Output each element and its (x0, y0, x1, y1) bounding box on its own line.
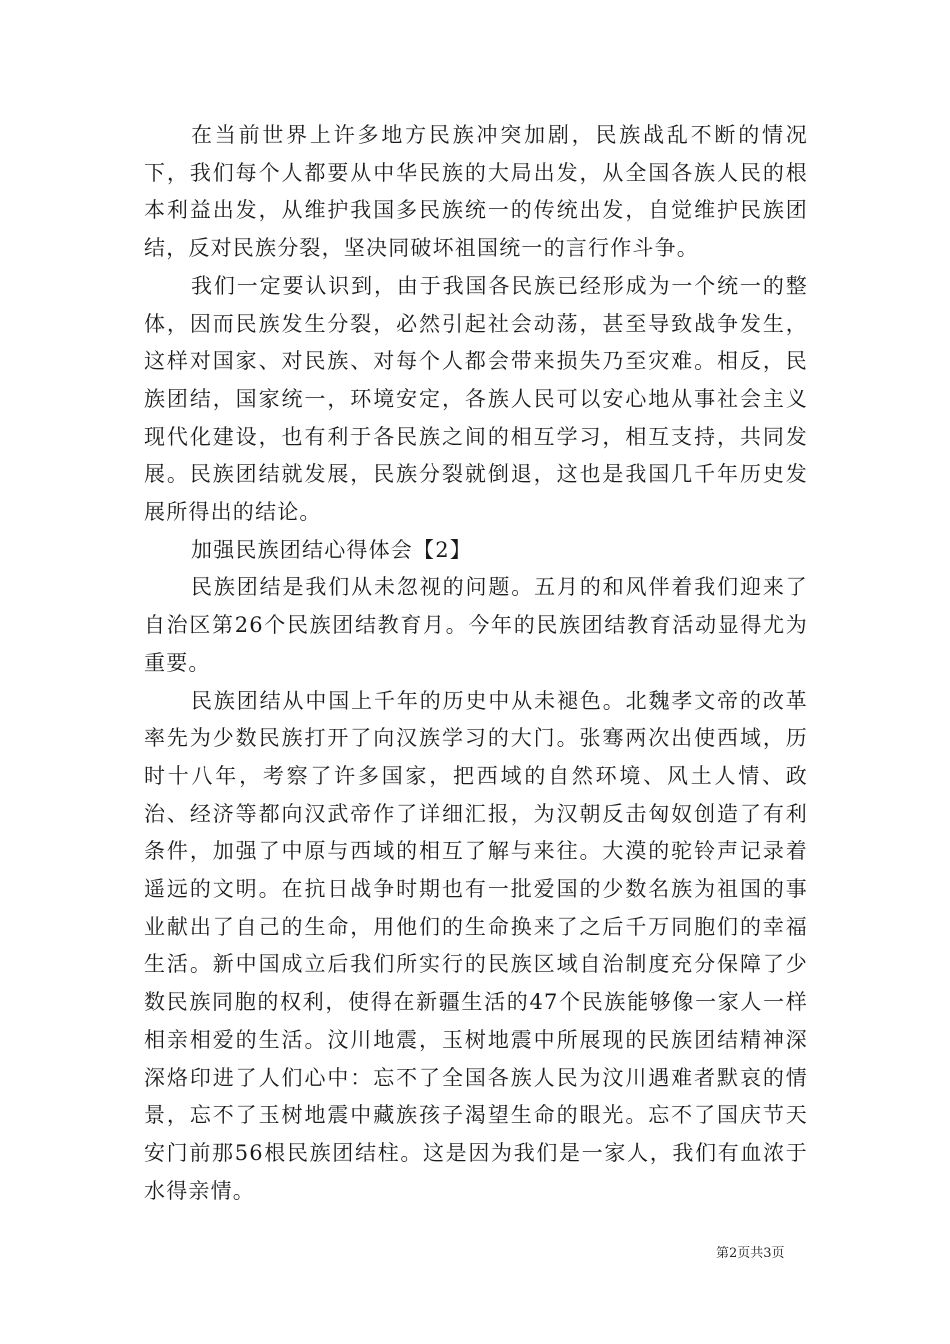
document-body (144, 117, 808, 1210)
paragraph-2: 我们一定要认识到，由于我国各民族已经形成为一个统一的整体，因而民族发生分裂，必然引起社会动荡，甚至导致战争发生，这样对国家、对民族、对每个人都会带来损失乃至灾难。相反，民族团结，国家统一，环境安定，各族人民可以安心地从事社会主义现代化建设，也有利于各民族之间的相互学习，相互支持，共同发展。民族团结就发展，民族分裂就倒退，这也是我国几千年历史发展所得出的结论。 (144, 273, 808, 525)
section-heading: 加强民族团结心得体会【2】 (191, 537, 472, 562)
paragraph-3: 民族团结是我们从未忽视的问题。五月的和风伴着我们迎来了自治区第26个民族团结教育月。今年的民族团结教育活动显得尤为重要。 (144, 575, 808, 675)
paragraph-4: 民族团结从中国上千年的历史中从未褪色。北魏孝文帝的改革率先为少数民族打开了向汉族学习的大门。张骞两次出使西域，历时十八年，考察了许多国家，把西域的自然环境、风土人情、政治、经济等都向汉武帝作了详细汇报，为汉朝反击匈奴创造了有利条件，加强了中原与西域的相互了解与来往。大漠的驼铃声记录着遥远的文明。在抗日战争时期也有一批爱国的少数名族为祖国的事业献出了自己的生命，用他们的生命换来了之后千万同胞们的幸福生活。新中国成立后我们所实行的民族区域自治制度充分保障了少数民族同胞的权利，使得在新疆生活的47个民族能够像一家人一样相亲相爱的生活。汶川地震，玉树地震中所展现的民族团结精神深深烙印进了人们心中：忘不了全国各族人民为汶川遇难者默哀的情景，忘不了玉树地震中藏族孩子渴望生命的眼光。忘不了国庆节天安门前那56根民族团结柱。这是因为我们是一家人，我们有血浓于水得亲情。 (144, 688, 808, 1203)
paragraph-1: 在当前世界上许多地方民族冲突加剧，民族战乱不断的情况下，我们每个人都要从中华民族的大局出发，从全国各族人民的根本利益出发，从维护我国多民族统一的传统出发，自觉维护民族团结，反对民族分裂，坚决同破坏祖国统一的言行作斗争。 (144, 123, 808, 261)
page-number: 第2页共3页 (716, 1246, 785, 1261)
